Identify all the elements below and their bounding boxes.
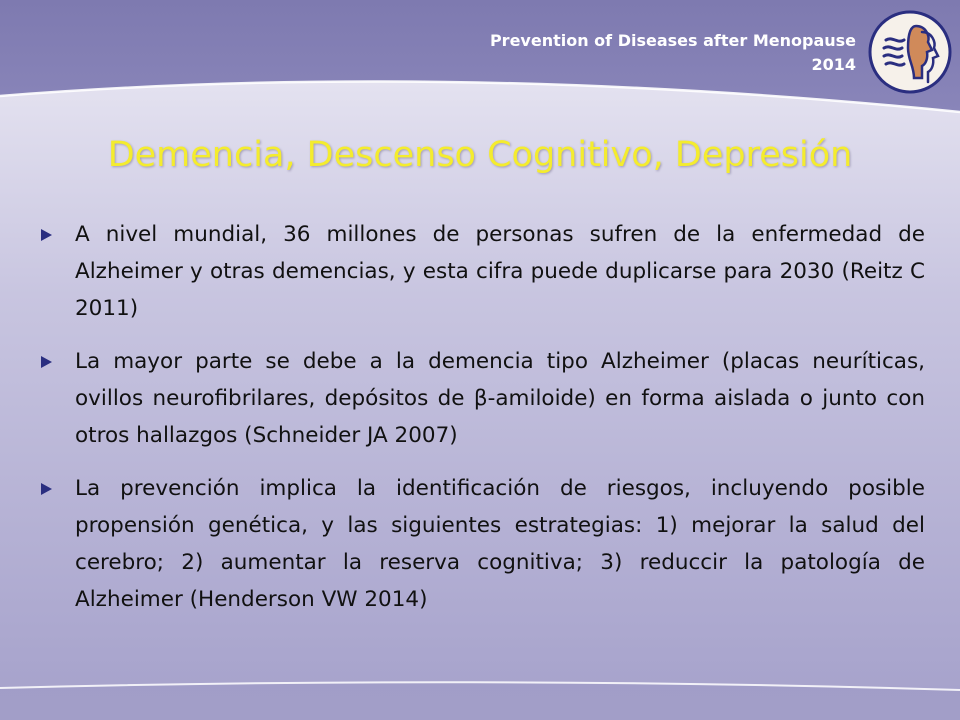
bullet-item [37, 470, 925, 618]
bullet-text: A nivel mundial, 36 millones de personas sufren de la enfermedad de Alzheimer y otras demencias, y esta cifra puede duplicarse para 2030 (Reitz C 2011) [75, 222, 925, 321]
triangle-bullet-icon [41, 483, 52, 495]
header-line-2: 2014 [811, 55, 856, 74]
triangle-bullet-icon [41, 229, 52, 241]
bullet-item [37, 343, 925, 454]
slide-title: Demencia, Descenso Cognitivo, Depresión [107, 135, 853, 175]
triangle-bullet-icon [41, 356, 52, 368]
header-line-1: Prevention of Diseases after Menopause [489, 31, 856, 50]
bullet-text: La mayor parte se debe a la demencia tipo Alzheimer (placas neuríticas, ovillos neurofibrilares, depósitos de β-amiloide) en forma aislada o junto con otros hallazgos (Schneider JA 2007) [75, 349, 925, 448]
header-title [490, 29, 856, 77]
bullet-item [37, 216, 925, 327]
bullet-text: La prevención implica la identificación de riesgos, incluyendo posible propensión genética, y las siguientes estrategias: 1) mejorar la salud del cerebro; 2) aumentar la reserva cognitiva; 3) reduccir la patología de Alzheimer (Henderson VW 2014) [75, 476, 925, 612]
profile-faces-logo-icon [868, 10, 952, 94]
bullet-list [37, 216, 925, 634]
